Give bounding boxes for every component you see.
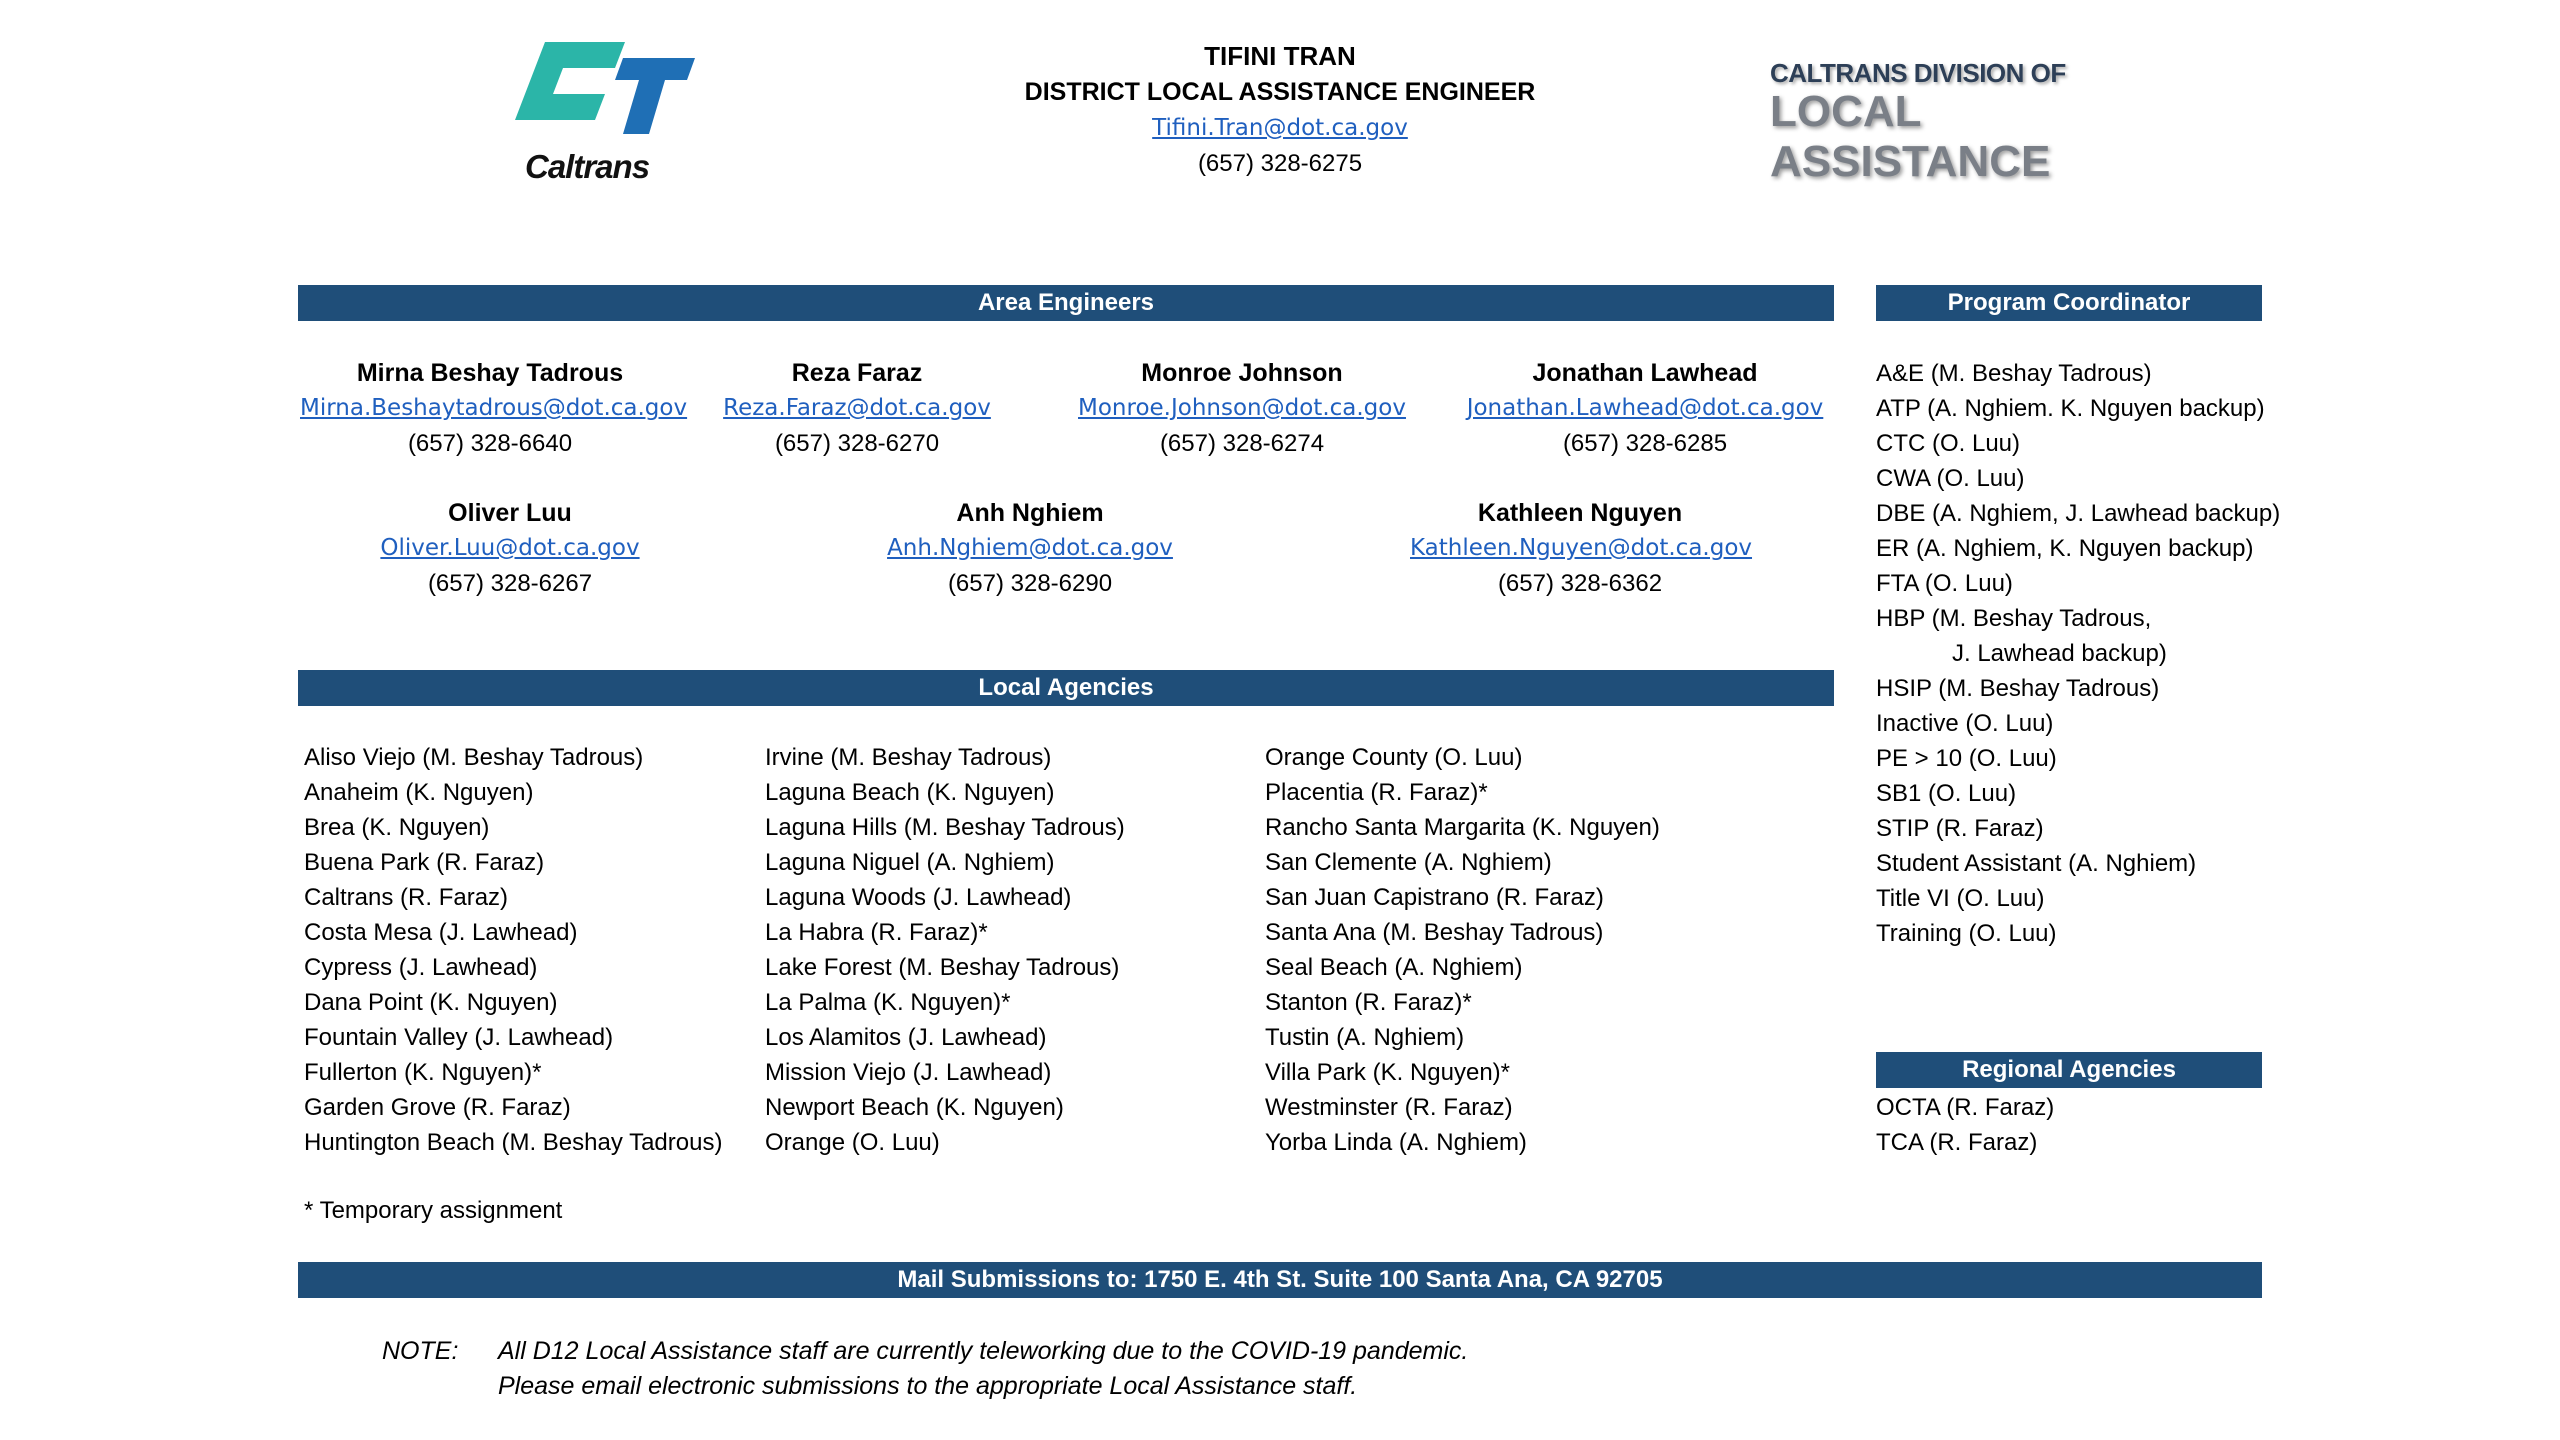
header-block: [980, 38, 1580, 182]
engineer-card: [707, 356, 1007, 461]
agency-item: Tustin (A. Nghiem): [1265, 1024, 1465, 1051]
engineer-card-phone: (657) 328-6362: [1497, 570, 1663, 597]
division-logo-line1: CALTRANS DIVISION OF: [1770, 58, 2066, 88]
regional-agency-item: TCA (R. Faraz): [1876, 1129, 2038, 1156]
coordinator-item: J. Lawhead backup): [1952, 640, 2167, 667]
agency-item: Santa Ana (M. Beshay Tadrous): [1265, 919, 1604, 946]
area-engineers-bar: [298, 285, 1834, 321]
agency-item: Caltrans (R. Faraz): [304, 884, 509, 911]
note-line-2: Please email electronic submissions to the appropriate Local Assistance staff.: [498, 1372, 1358, 1400]
coordinator-item: ATP (A. Nghiem. K. Nguyen backup): [1876, 395, 2265, 422]
regional-agencies-bar: [1876, 1052, 2262, 1088]
agency-item: Orange County (O. Luu): [1265, 744, 1523, 771]
agency-item: Laguna Hills (M. Beshay Tadrous): [765, 814, 1125, 841]
caltrans-wordmark: Caltrans: [525, 148, 650, 185]
caltrans-logo: [505, 38, 705, 188]
coordinator-item: Training (O. Luu): [1876, 920, 2057, 947]
agency-item: Fountain Valley (J. Lawhead): [304, 1024, 614, 1051]
program-coordinator-title: Program Coordinator: [1947, 289, 2191, 316]
agency-item: Los Alamitos (J. Lawhead): [765, 1024, 1047, 1051]
engineer-card-phone: (657) 328-6267: [427, 570, 593, 597]
coordinator-item: PE > 10 (O. Luu): [1876, 745, 2057, 772]
coordinator-item: DBE (A. Nghiem, J. Lawhead backup): [1876, 500, 2281, 527]
engineer-title: DISTRICT LOCAL ASSISTANCE ENGINEER: [1024, 78, 1536, 106]
agency-item: Costa Mesa (J. Lawhead): [304, 919, 578, 946]
engineer-card-name: Anh Nghiem: [956, 499, 1104, 527]
agency-item: Anaheim (K. Nguyen): [304, 779, 534, 806]
agency-item: Laguna Woods (J. Lawhead): [765, 884, 1072, 911]
agency-item: Rancho Santa Margarita (K. Nguyen): [1265, 814, 1660, 841]
agency-item: Brea (K. Nguyen): [304, 814, 490, 841]
mail-submissions-bar: [298, 1262, 2262, 1298]
caltrans-ct-icon: [505, 38, 705, 153]
engineer-card: [300, 356, 688, 461]
engineer-card-email[interactable]: Oliver.Luu@dot.ca.gov: [380, 535, 640, 561]
agency-item: Mission Viejo (J. Lawhead): [765, 1059, 1052, 1086]
agency-item: Huntington Beach (M. Beshay Tadrous): [304, 1129, 723, 1156]
coordinator-item: HSIP (M. Beshay Tadrous): [1876, 675, 2160, 702]
agency-item: Seal Beach (A. Nghiem): [1265, 954, 1523, 981]
agency-item: Yorba Linda (A. Nghiem): [1265, 1129, 1527, 1156]
local-agencies-bar: [298, 670, 1834, 706]
note-line-1: All D12 Local Assistance staff are currently teleworking due to the COVID-19 pandemic.: [498, 1337, 1469, 1365]
coordinator-item: STIP (R. Faraz): [1876, 815, 2044, 842]
agency-item: La Habra (R. Faraz)*: [765, 919, 988, 946]
engineer-card-email[interactable]: Reza.Faraz@dot.ca.gov: [723, 395, 991, 421]
agency-item: Buena Park (R. Faraz): [304, 849, 545, 876]
program-coordinator-bar: [1876, 285, 2262, 321]
engineer-card: [340, 496, 680, 601]
agency-item: Dana Point (K. Nguyen): [304, 989, 558, 1016]
local-agencies-col-1: [304, 740, 722, 1160]
regional-agencies-title: Regional Agencies: [1962, 1056, 2176, 1083]
engineer-card-phone: (657) 328-6274: [1159, 430, 1325, 457]
engineer-card-email[interactable]: Monroe.Johnson@dot.ca.gov: [1078, 395, 1406, 421]
coordinator-item: FTA (O. Luu): [1876, 570, 2013, 597]
note-label: NOTE:: [382, 1337, 459, 1365]
agency-item: Irvine (M. Beshay Tadrous): [765, 744, 1052, 771]
agency-item: Newport Beach (K. Nguyen): [765, 1094, 1064, 1121]
agency-item: Villa Park (K. Nguyen)*: [1265, 1059, 1510, 1086]
mail-submissions-text: Mail Submissions to: 1750 E. 4th St. Suite 100 Santa Ana, CA 92705: [897, 1266, 1663, 1293]
agency-item: Cypress (J. Lawhead): [304, 954, 538, 981]
program-coordinator-list: [1876, 356, 2280, 951]
engineer-name: TIFINI TRAN: [1204, 41, 1356, 71]
coordinator-item: SB1 (O. Luu): [1876, 780, 2017, 807]
local-agencies-title: Local Agencies: [978, 674, 1154, 701]
engineer-card-email[interactable]: Mirna.Beshaytadrous@dot.ca.gov: [300, 395, 688, 421]
engineer-card-name: Mirna Beshay Tadrous: [356, 359, 624, 387]
coordinator-item: Inactive (O. Luu): [1876, 710, 2054, 737]
agency-item: Aliso Viejo (M. Beshay Tadrous): [304, 744, 644, 771]
engineer-card-email[interactable]: Anh.Nghiem@dot.ca.gov: [887, 535, 1173, 561]
engineer-card: [1410, 496, 1753, 601]
coordinator-item: A&E (M. Beshay Tadrous): [1876, 360, 2152, 387]
agency-item: Laguna Niguel (A. Nghiem): [765, 849, 1055, 876]
agency-item: Fullerton (K. Nguyen)*: [304, 1059, 542, 1086]
engineer-card-name: Reza Faraz: [791, 359, 923, 387]
agency-item: San Juan Capistrano (R. Faraz): [1265, 884, 1604, 911]
agency-item: Placentia (R. Faraz)*: [1265, 779, 1488, 806]
coordinator-item: CWA (O. Luu): [1876, 465, 2025, 492]
division-logo: [1770, 58, 2210, 187]
agency-item: Westminster (R. Faraz): [1265, 1094, 1513, 1121]
regional-agencies-list: [1876, 1090, 2054, 1160]
division-logo-line2: LOCAL ASSISTANCE: [1770, 87, 2051, 186]
agency-item: Laguna Beach (K. Nguyen): [765, 779, 1055, 806]
engineer-card-email[interactable]: Jonathan.Lawhead@dot.ca.gov: [1466, 395, 1824, 421]
engineer-card-name: Kathleen Nguyen: [1477, 499, 1683, 527]
engineer-card-phone: (657) 328-6290: [947, 570, 1113, 597]
local-agencies-col-3: [1265, 740, 1660, 1160]
coordinator-item: Title VI (O. Luu): [1876, 885, 2045, 912]
engineer-card-name: Jonathan Lawhead: [1532, 359, 1758, 387]
engineer-card-email[interactable]: Kathleen.Nguyen@dot.ca.gov: [1410, 535, 1753, 561]
engineer-card-name: Monroe Johnson: [1141, 359, 1343, 387]
agency-item: La Palma (K. Nguyen)*: [765, 989, 1011, 1016]
header-phone: (657) 328-6275: [1197, 150, 1363, 177]
engineer-card-phone: (657) 328-6270: [774, 430, 940, 457]
coordinator-item: HBP (M. Beshay Tadrous,: [1876, 605, 2152, 632]
engineer-card-phone: (657) 328-6285: [1562, 430, 1728, 457]
engineer-card: [1052, 356, 1432, 461]
area-engineers-title: Area Engineers: [977, 289, 1155, 316]
coordinator-item: ER (A. Nghiem, K. Nguyen backup): [1876, 535, 2254, 562]
engineer-card: [860, 496, 1200, 601]
regional-agency-item: OCTA (R. Faraz): [1876, 1094, 2055, 1121]
engineer-card: [1455, 356, 1835, 461]
local-agencies-col-2: [765, 740, 1125, 1160]
agency-item: Orange (O. Luu): [765, 1129, 940, 1156]
coordinator-item: CTC (O. Luu): [1876, 430, 2021, 457]
coordinator-item: Student Assistant (A. Nghiem): [1876, 850, 2197, 877]
header-email-link[interactable]: Tifini.Tran@dot.ca.gov: [1152, 115, 1408, 141]
agency-item: Stanton (R. Faraz)*: [1265, 989, 1472, 1016]
footnote: * Temporary assignment: [304, 1197, 563, 1224]
agency-item: Garden Grove (R. Faraz): [304, 1094, 571, 1121]
engineer-card-name: Oliver Luu: [448, 499, 572, 527]
agency-item: San Clemente (A. Nghiem): [1265, 849, 1552, 876]
engineer-card-phone: (657) 328-6640: [407, 430, 573, 457]
agency-item: Lake Forest (M. Beshay Tadrous): [765, 954, 1120, 981]
